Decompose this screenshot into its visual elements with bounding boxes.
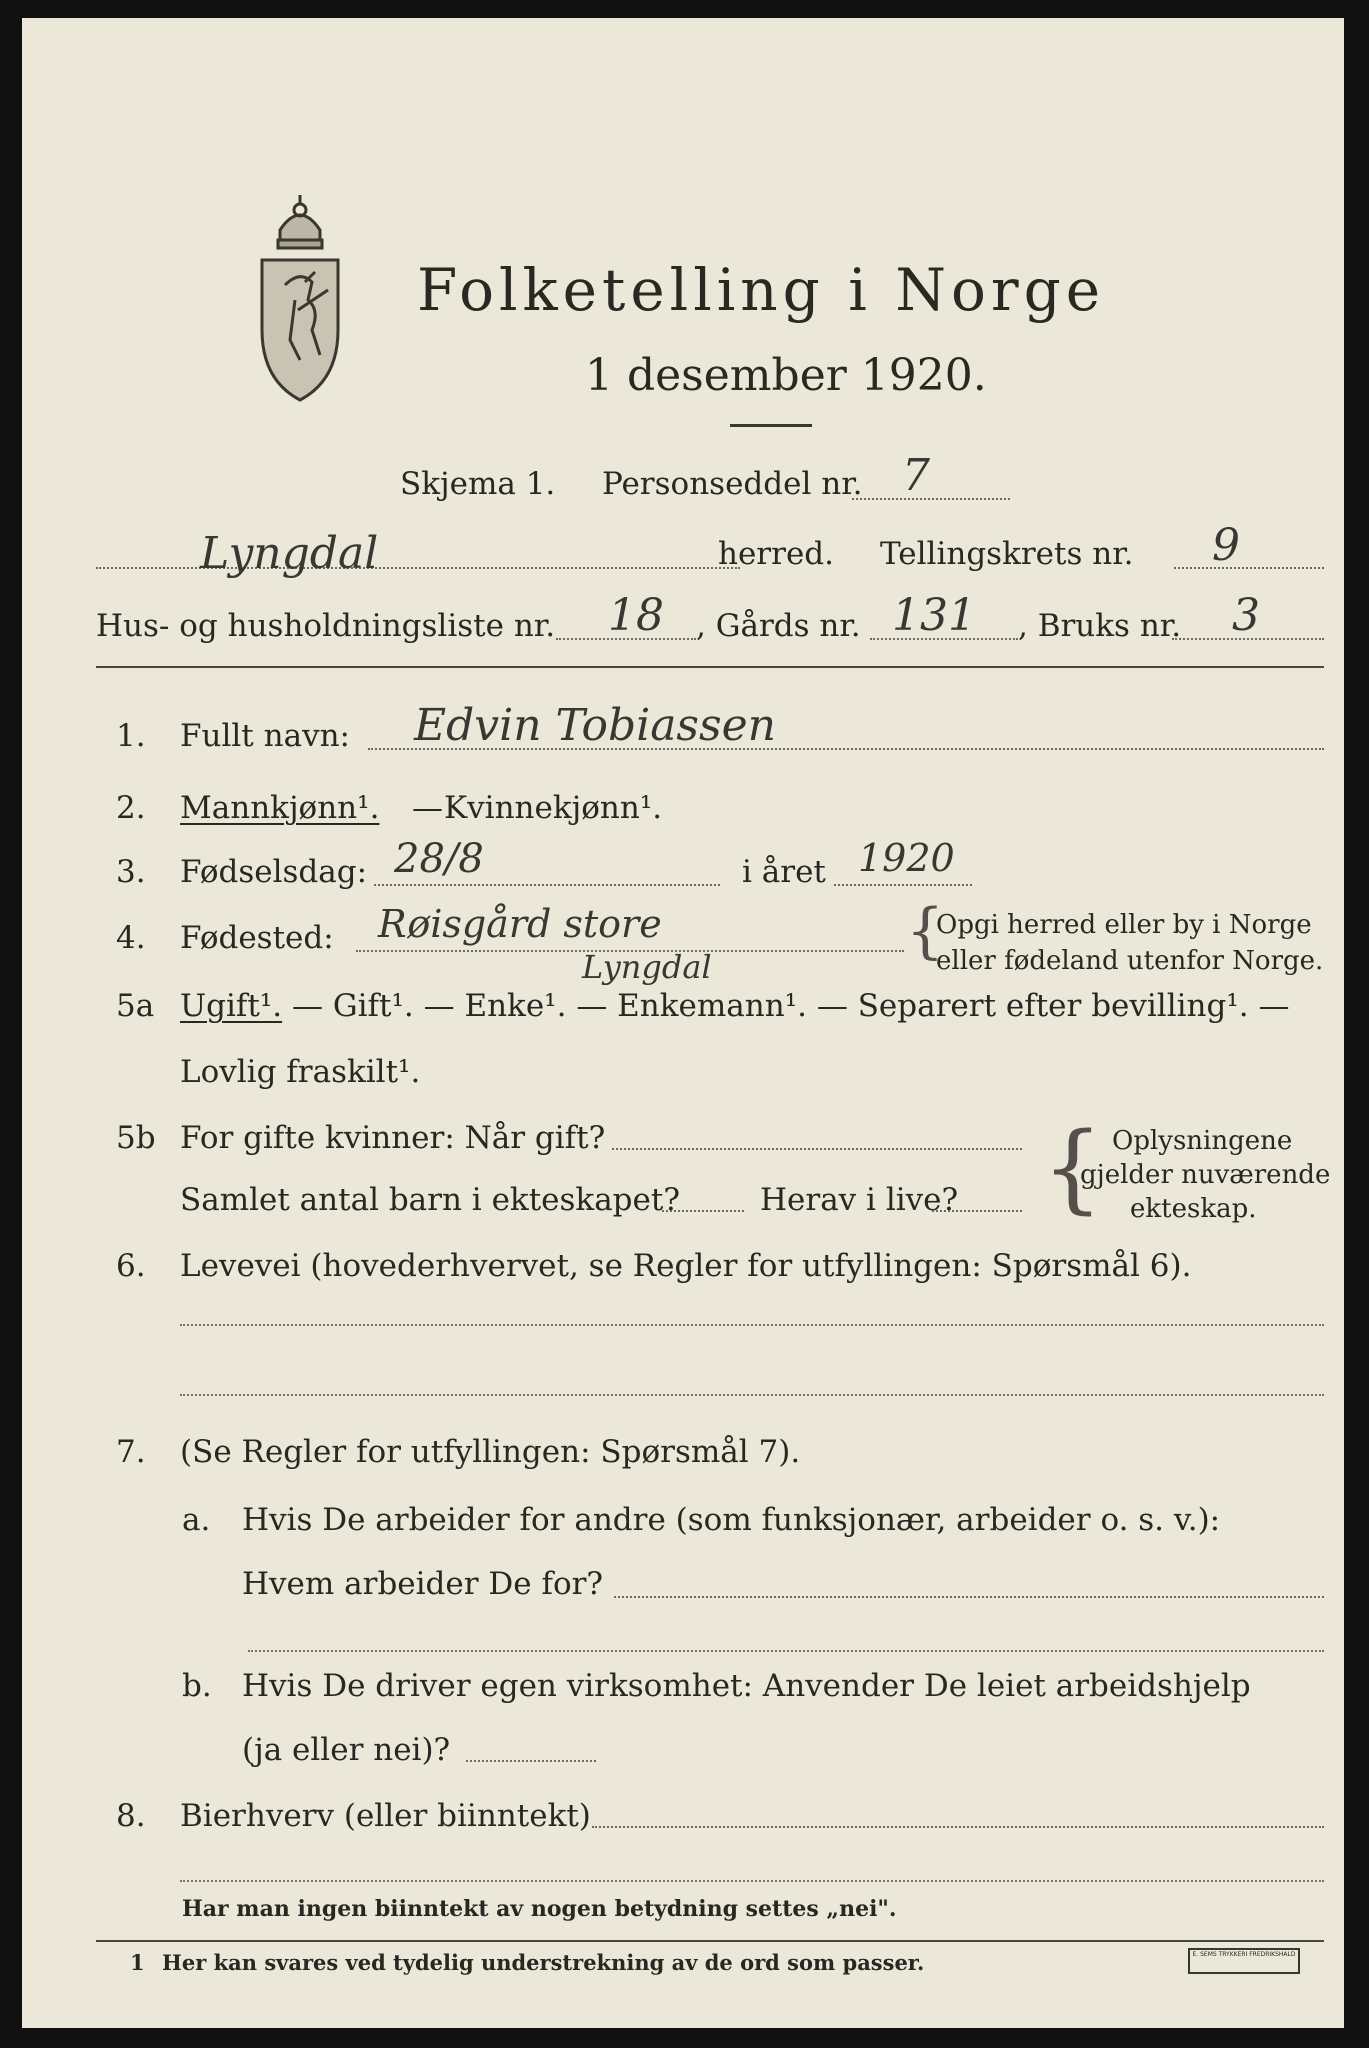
footnote-text: Her kan svares ved tydelig understrekning av de ord som passer. bbox=[162, 1950, 925, 1975]
occupation-line-1 bbox=[180, 1324, 1324, 1326]
bruks-value[interactable]: 3 bbox=[1232, 590, 1260, 641]
herred-label: herred. bbox=[718, 536, 834, 572]
q7a-line1: Hvis De arbeider for andre (som funksjonær, arbeider o. s. v.): bbox=[242, 1502, 1221, 1538]
q5b-note-line3: ekteskap. bbox=[1130, 1194, 1257, 1224]
q8-label: Bierhverv (eller biinntekt) bbox=[180, 1798, 591, 1834]
husliste-value[interactable]: 18 bbox=[608, 590, 664, 641]
q5a-number: 5a bbox=[116, 988, 155, 1024]
birthday-line bbox=[374, 884, 720, 886]
q7-label: (Se Regler for utfyllingen: Spørsmål 7). bbox=[180, 1434, 801, 1470]
tellingskrets-value[interactable]: 9 bbox=[1212, 520, 1240, 571]
husliste-label: Hus- og husholdningsliste nr. bbox=[96, 608, 556, 644]
form-title: Folketelling i Norge bbox=[417, 256, 1106, 324]
q8-note: Har man ingen biinntekt av nogen betydning settes „nei". bbox=[182, 1896, 897, 1922]
alive-line bbox=[932, 1210, 1022, 1212]
birthplace-value[interactable]: Røisgård store bbox=[378, 902, 662, 946]
birthday-value[interactable]: 28/8 bbox=[394, 836, 484, 882]
employer-line bbox=[614, 1596, 1324, 1598]
q3-label: Fødselsdag: bbox=[180, 854, 368, 890]
q7a-line2: Hvem arbeider De for? bbox=[242, 1566, 604, 1602]
q5b-note-brace: { bbox=[1042, 1112, 1104, 1224]
q5b-note-line2: gjelder nuværende bbox=[1080, 1160, 1331, 1190]
q5b-alive-label: Herav i live? bbox=[760, 1182, 959, 1218]
gards-label: , Gårds nr. bbox=[696, 608, 861, 644]
q7b-line1: Hvis De driver egen virksomhet: Anvender De leiet arbeidshjelp bbox=[242, 1668, 1251, 1704]
q5b-note-line1: Oplysningene bbox=[1112, 1126, 1293, 1156]
personseddel-line bbox=[852, 498, 1010, 500]
hired-help-line bbox=[466, 1760, 596, 1762]
footnote-divider bbox=[96, 1940, 1324, 1942]
q4-note-line2: eller fødeland utenfor Norge. bbox=[936, 946, 1324, 976]
title-divider bbox=[730, 424, 812, 427]
q4-note-line1: Opgi herred eller by i Norge bbox=[936, 910, 1312, 940]
q6-label: Levevei (hovederhvervet, se Regler for utfyllingen: Spørsmål 6). bbox=[180, 1248, 1192, 1284]
q4-number: 4. bbox=[116, 920, 146, 956]
q2-number: 2. bbox=[116, 790, 146, 826]
q8-number: 8. bbox=[116, 1798, 146, 1834]
year-line bbox=[834, 884, 972, 886]
occupation-line-2 bbox=[180, 1394, 1324, 1396]
year-value[interactable]: 1920 bbox=[858, 836, 955, 880]
married-when-line bbox=[612, 1148, 1022, 1150]
birthplace-extra-value[interactable]: Lyngdal bbox=[582, 948, 712, 986]
male-option[interactable]: Mannkjønn¹. bbox=[180, 790, 380, 826]
personseddel-value[interactable]: 7 bbox=[902, 450, 930, 501]
unmarried-option[interactable]: Ugift¹. bbox=[180, 988, 283, 1024]
q7b-letter: b. bbox=[182, 1668, 212, 1704]
q4-label: Fødested: bbox=[180, 920, 334, 956]
q5b-number: 5b bbox=[116, 1120, 156, 1156]
q7a-letter: a. bbox=[182, 1502, 211, 1538]
skjema-label: Skjema 1. bbox=[400, 466, 556, 502]
side-income-line-2 bbox=[180, 1880, 1324, 1882]
personseddel-label: Personseddel nr. bbox=[602, 466, 863, 502]
q7b-line2: (ja eller nei)? bbox=[242, 1732, 451, 1768]
side-income-line bbox=[592, 1826, 1324, 1828]
section-divider bbox=[96, 666, 1324, 668]
printer-stamp: E. SEMS TRYKKERI FREDRIKSHALD bbox=[1188, 1948, 1300, 1974]
q3-number: 3. bbox=[116, 854, 146, 890]
children-line bbox=[662, 1210, 744, 1212]
bruks-label: , Bruks nr. bbox=[1018, 608, 1182, 644]
full-name-value[interactable]: Edvin Tobiassen bbox=[414, 700, 776, 751]
q7-number: 7. bbox=[116, 1434, 146, 1470]
gards-value[interactable]: 131 bbox=[892, 590, 976, 641]
q5b-children-label: Samlet antal barn i ekteskapet? bbox=[180, 1182, 680, 1218]
year-label: i året bbox=[742, 854, 826, 890]
footnote-mark: 1 bbox=[130, 1950, 145, 1975]
marital-status-options[interactable]: — Gift¹. — Enke¹. — Enkemann¹. — Separert efter bevilling¹. — bbox=[292, 988, 1290, 1024]
employer-line-2 bbox=[248, 1650, 1324, 1652]
q1-label: Fullt navn: bbox=[180, 718, 350, 754]
tellingskrets-label: Tellingskrets nr. bbox=[880, 536, 1134, 572]
divorced-option[interactable]: Lovlig fraskilt¹. bbox=[180, 1054, 421, 1090]
q4-note-brace: { bbox=[906, 896, 945, 966]
norwegian-coat-of-arms-icon bbox=[250, 190, 350, 410]
q5b-married-when: For gifte kvinner: Når gift? bbox=[180, 1120, 606, 1156]
herred-line bbox=[96, 567, 740, 569]
q1-number: 1. bbox=[116, 718, 146, 754]
herred-value[interactable]: Lyngdal bbox=[200, 528, 379, 579]
q6-number: 6. bbox=[116, 1248, 146, 1284]
form-date: 1 desember 1920. bbox=[585, 350, 987, 401]
tellingskrets-line bbox=[1174, 567, 1324, 569]
q2-separator: — bbox=[412, 790, 443, 826]
census-form-sheet bbox=[22, 18, 1344, 2028]
female-option[interactable]: Kvinnekjønn¹. bbox=[444, 790, 663, 826]
